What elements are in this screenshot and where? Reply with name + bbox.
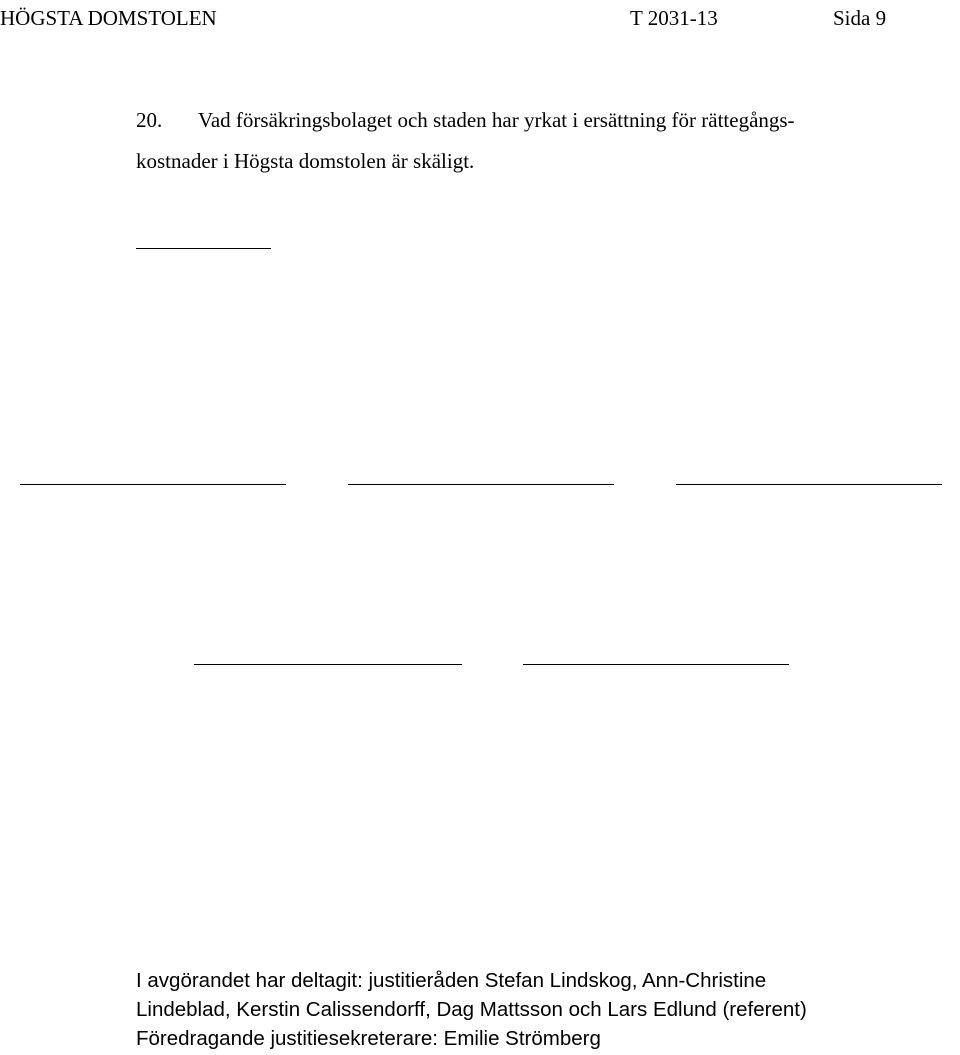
signature-line-3 bbox=[676, 484, 942, 485]
case-number: T 2031-13 bbox=[630, 6, 718, 30]
participants-line-1: I avgörandet har deltagit: justitieråden Stefan Lindskog, Ann-Christine bbox=[136, 969, 767, 992]
paragraph-line-1 bbox=[136, 100, 960, 141]
paragraph-text-1: Vad försäkringsbolaget och staden har yrkat i ersättning för rättegångs- bbox=[198, 108, 795, 132]
participants-note bbox=[136, 966, 956, 1053]
signature-line-1 bbox=[20, 484, 286, 485]
signature-line-5 bbox=[523, 664, 789, 665]
participants-line-2: Lindeblad, Kerstin Calissendorff, Dag Mattsson och Lars Edlund (referent) bbox=[136, 998, 807, 1021]
reporting-clerk-line: Föredragande justitiesekreterare: Emilie Strömberg bbox=[136, 1027, 601, 1050]
court-name: HÖGSTA DOMSTOLEN bbox=[0, 6, 217, 30]
signature-line-2 bbox=[348, 484, 614, 485]
page-header bbox=[0, 4, 960, 32]
paragraph-line-2: kostnader i Högsta domstolen är skäligt. bbox=[136, 149, 475, 173]
paragraph-number: 20. bbox=[136, 108, 163, 132]
paragraph-20 bbox=[136, 100, 960, 182]
page-number: Sida 9 bbox=[833, 6, 887, 30]
end-of-text-rule bbox=[136, 248, 271, 249]
signature-line-4 bbox=[194, 664, 462, 665]
